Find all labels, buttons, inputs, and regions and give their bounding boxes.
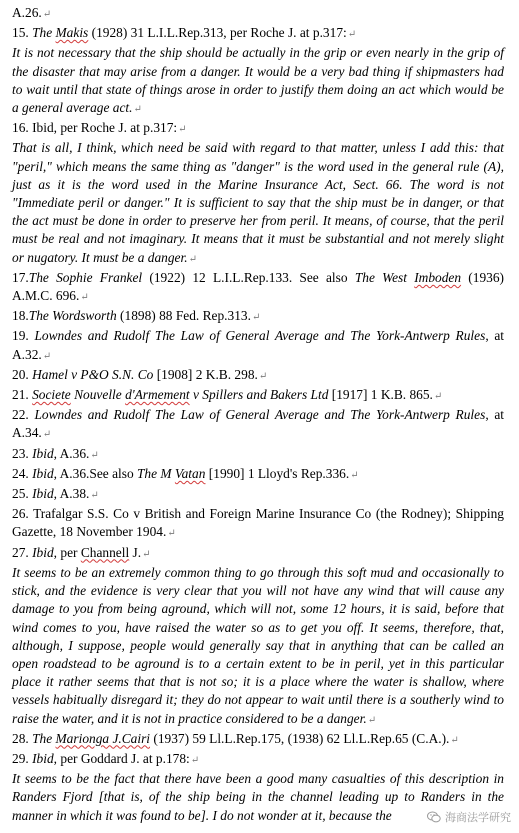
footnote-22: 22. Lowndes and Rudolf The Law of General Average and The York-Antwerp Rules, at A.34.↵: [12, 407, 505, 441]
footnote-26: 26. Trafalgar S.S. Co v British and Foreign Marine Insurance Co (the Rodney); Shipping Gazette, 18 November 1904.↵: [12, 506, 504, 540]
footnote-29: 29. Ibid, per Goddard J. at p.178:↵: [12, 750, 200, 766]
footnote-23: 23. Ibid, A.36.↵: [12, 445, 99, 461]
footnote-15: 15. The Makis (1928) 31 L.I.L.Rep.313, per Roche J. at p.317:↵: [12, 25, 357, 41]
wechat-icon: [427, 811, 441, 823]
footnote-19: 19. Lowndes and Rudolf The Law of General Average and The York-Antwerp Rules, at A.32.↵: [12, 328, 505, 362]
watermark-text: 海商法学研究: [445, 811, 511, 824]
quote-27: It seems to be an extremely common thing to go through this soft mud and occasionally to stick, and the evidence is very clear that you will not have any wind that will cause any damage to you from being aground, which will not, some 12 hours, it is said, before that wind comes to you, have raised the water so as to get you off. It seems, therefore, that, although, I suppose, people would generally say that in anything that can be called an open roadstead to be aground is to a certain extent to be in peril, yet in this particular place it rather seems that that is not so; it is a place where the water is shallow, where vessels habitually disregard it; they do not appear to wait until there is a southerly wind to raise the water, and it is not in practice considered to be a danger.↵: [12, 564, 504, 726]
document-page: [12, 4, 504, 825]
footnote-28: 28. The Marionga J.Cairi (1937) 59 Ll.L.Rep.175, (1938) 62 Ll.L.Rep.65 (C.A.).↵: [12, 730, 459, 746]
quote-16: That is all, I think, which need be said with regard to that matter, unless I add this: that "peril," which means the same thing as "danger" is the word used in the general rule (A), just as it is the word used in the Marine Insurance Act, Sect. 66. The word is not "Immediate peril or danger." It is sufficient to say that the ship must be in danger, or that the act must be done in order to preserve her from peril. It means, of course, that the peril must be real and not imaginary. It means that it must be substantial and not merely slight or nugatory. It must be a danger.↵: [12, 140, 504, 265]
footnote-24: 24. Ibid, A.36.See also The M Vatan [1990] 1 Lloyd's Rep.336.↵: [12, 465, 359, 481]
footnote-17: 17.The Sophie Frankel (1922) 12 L.I.L.Rep.133. See also The West Imboden (1936) A.M.C. 696.↵: [12, 269, 504, 304]
footnote-21: 21. Societe Nouvelle d'Armement v Spillers and Bakers Ltd [1917] 1 K.B. 865.↵: [12, 387, 443, 403]
footnote-20: 20. Hamel v P&O S.N. Co [1908] 2 K.B. 298.↵: [12, 366, 268, 382]
footnote-27: 27. Ibid, per Channell J.↵: [12, 544, 151, 560]
note-fragment: A.26.↵: [12, 5, 52, 20]
footnote-18: 18.The Wordsworth (1898) 88 Fed. Rep.313.↵: [12, 308, 261, 324]
footnote-25: 25. Ibid, A.38.↵: [12, 486, 99, 502]
watermark: [427, 809, 511, 825]
quote-15: It is not necessary that the ship should be actually in the grip or even nearly in the grip of the disaster that may arise from a danger. It would be a very bad thing if shipmasters had to wait until that state of things arose in order to justify them doing an act which would be a general average act.↵: [12, 45, 504, 116]
footnote-16: 16. Ibid, per Roche J. at p.317:↵: [12, 120, 187, 136]
quote-29: It seems to be the fact that there have been a good many casualties of this description in Randers Fjord [that is, of the ship being in the channel leading up to Randers in the manner in which it was found to be]. I do not wonder at it, because the: [12, 771, 504, 823]
